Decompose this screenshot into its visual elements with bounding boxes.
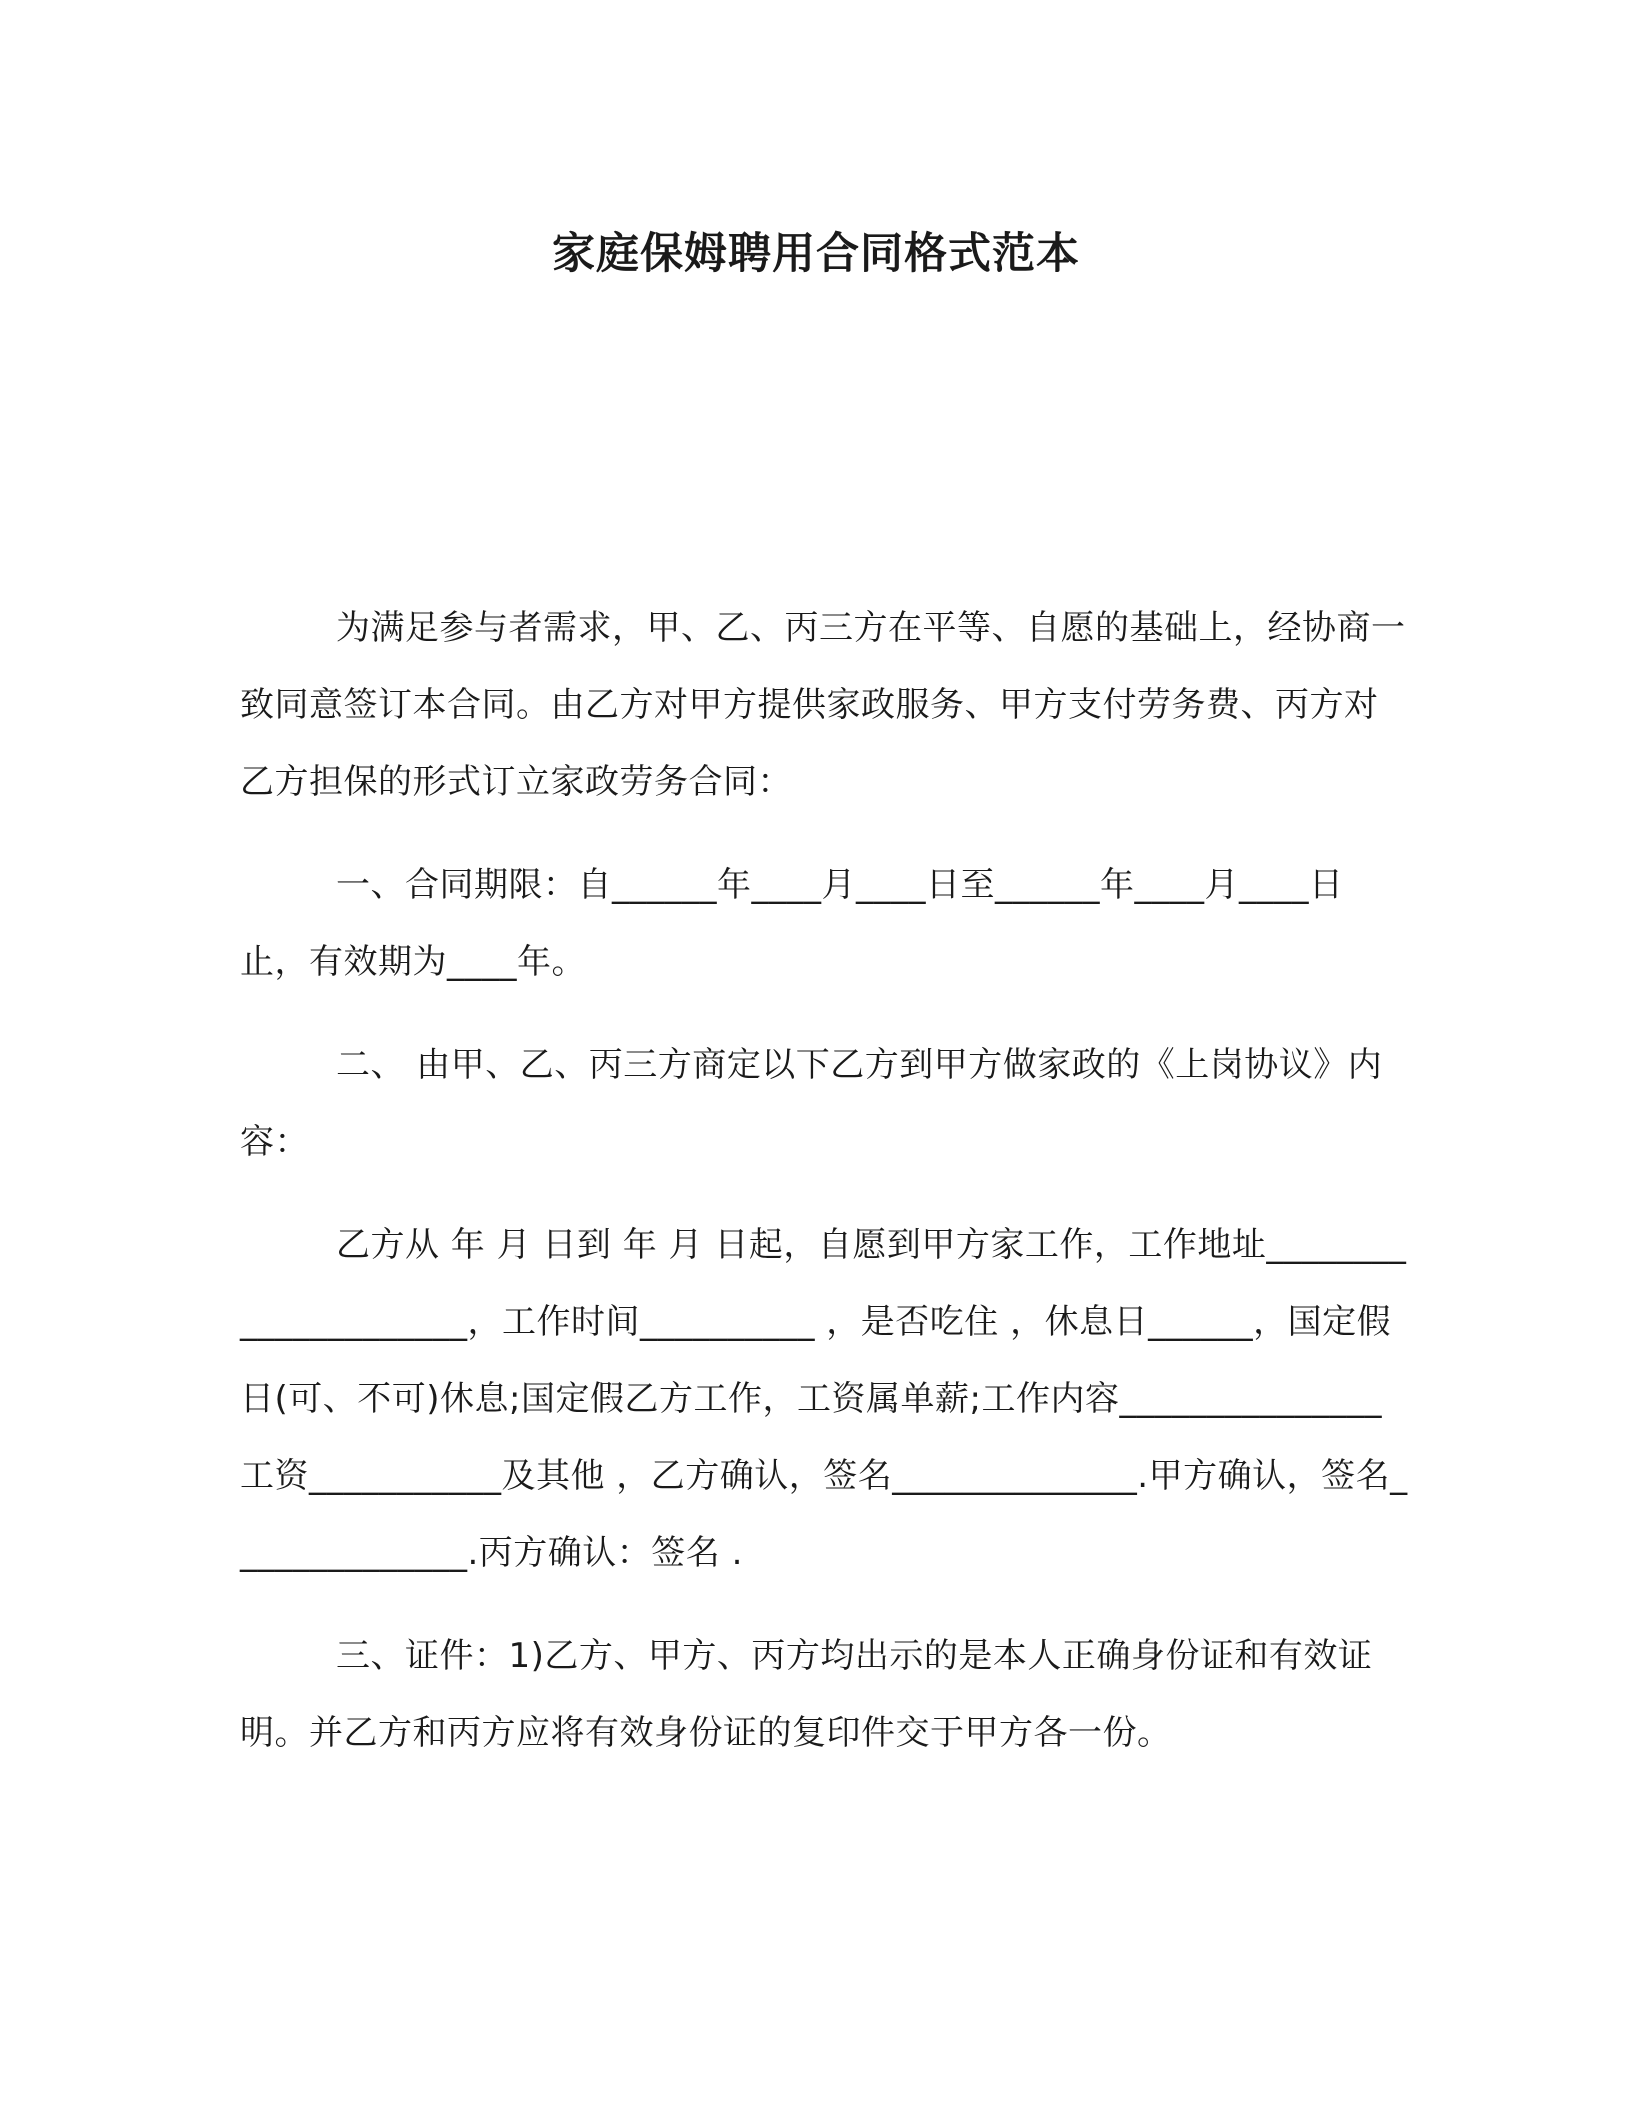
paragraph-agreement-heading: 二、 由甲、乙、丙三方商定以下乙方到甲方做家政的《上岗协议》内容： (240, 1045, 1383, 1162)
paragraph-contract-term: 一、合同期限：自______年____月____日至______年____月____日止，有效期为____年。 (240, 865, 1344, 982)
paragraph-documents: 三、证件：1)乙方、甲方、丙方均出示的是本人正确身份证和有效证明。并乙方和丙方应将有效身份证的复印件交于甲方各一份。 (240, 1636, 1373, 1753)
document-title: 家庭保姆聘用合同格式范本 (552, 229, 1080, 279)
document-body (240, 590, 1410, 1798)
paragraph-agreement-details: 乙方从 年 月 日到 年 月 日起，自愿到甲方家工作，工作地址_____________________，工作时间__________ ，是否吃住 ，休息日______，国定假日(可、不可)休息;国定假乙方工作，工资属单薪;工作内容_______________ 工资___________及其他 ，乙方确认，签名______________.甲方确认，签名______________.丙方确认：签名 . (240, 1225, 1408, 1573)
paragraph-intro: 为满足参与者需求，甲、乙、丙三方在平等、自愿的基础上，经协商一致同意签订本合同。由乙方对甲方提供家政服务、甲方支付劳务费、丙方对乙方担保的形式订立家政劳务合同： (240, 608, 1406, 802)
